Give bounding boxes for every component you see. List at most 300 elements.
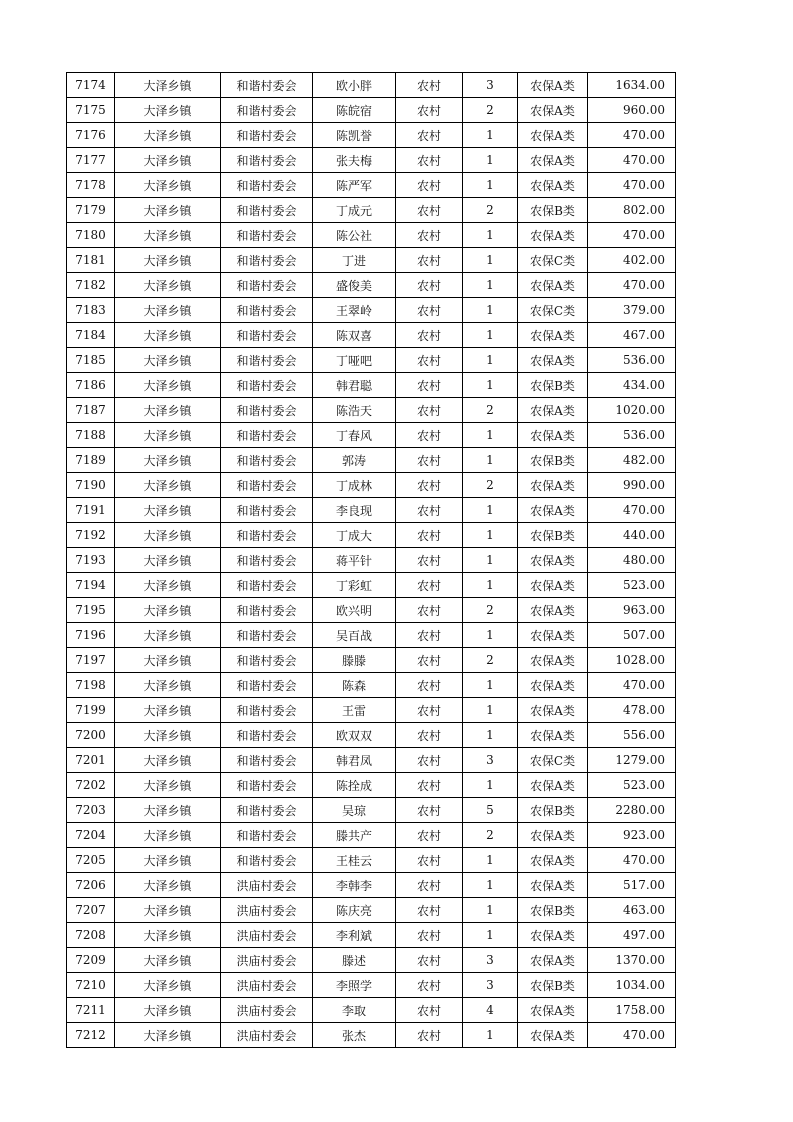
cell-village: 洪庙村委会 bbox=[221, 948, 313, 973]
cell-township: 大泽乡镇 bbox=[115, 598, 221, 623]
cell-name: 李良现 bbox=[313, 498, 396, 523]
cell-amount: 470.00 bbox=[588, 848, 676, 873]
cell-category: 农村 bbox=[396, 723, 463, 748]
cell-count: 1 bbox=[463, 898, 518, 923]
table-row bbox=[67, 273, 676, 298]
cell-name: 王雷 bbox=[313, 698, 396, 723]
cell-insurance-type: 农保A类 bbox=[518, 923, 588, 948]
cell-village: 和谐村委会 bbox=[221, 748, 313, 773]
cell-name: 丁进 bbox=[313, 248, 396, 273]
cell-count: 1 bbox=[463, 573, 518, 598]
cell-category: 农村 bbox=[396, 73, 463, 98]
cell-index: 7176 bbox=[67, 123, 115, 148]
cell-amount: 923.00 bbox=[588, 823, 676, 848]
cell-amount: 497.00 bbox=[588, 923, 676, 948]
cell-name: 丁彩虹 bbox=[313, 573, 396, 598]
cell-amount: 379.00 bbox=[588, 298, 676, 323]
cell-township: 大泽乡镇 bbox=[115, 248, 221, 273]
cell-insurance-type: 农保B类 bbox=[518, 373, 588, 398]
cell-insurance-type: 农保A类 bbox=[518, 498, 588, 523]
cell-index: 7205 bbox=[67, 848, 115, 873]
table-row bbox=[67, 723, 676, 748]
cell-index: 7191 bbox=[67, 498, 115, 523]
cell-count: 1 bbox=[463, 273, 518, 298]
cell-name: 王翠岭 bbox=[313, 298, 396, 323]
cell-index: 7179 bbox=[67, 198, 115, 223]
cell-township: 大泽乡镇 bbox=[115, 73, 221, 98]
cell-name: 丁春风 bbox=[313, 423, 396, 448]
cell-township: 大泽乡镇 bbox=[115, 723, 221, 748]
cell-count: 1 bbox=[463, 348, 518, 373]
cell-village: 和谐村委会 bbox=[221, 373, 313, 398]
cell-village: 和谐村委会 bbox=[221, 523, 313, 548]
table-row bbox=[67, 898, 676, 923]
cell-insurance-type: 农保A类 bbox=[518, 873, 588, 898]
cell-count: 2 bbox=[463, 398, 518, 423]
cell-category: 农村 bbox=[396, 998, 463, 1023]
cell-village: 和谐村委会 bbox=[221, 573, 313, 598]
cell-count: 2 bbox=[463, 598, 518, 623]
cell-insurance-type: 农保C类 bbox=[518, 748, 588, 773]
cell-category: 农村 bbox=[396, 623, 463, 648]
cell-village: 洪庙村委会 bbox=[221, 873, 313, 898]
cell-village: 和谐村委会 bbox=[221, 498, 313, 523]
cell-index: 7197 bbox=[67, 648, 115, 673]
cell-count: 1 bbox=[463, 723, 518, 748]
cell-category: 农村 bbox=[396, 273, 463, 298]
cell-category: 农村 bbox=[396, 598, 463, 623]
cell-township: 大泽乡镇 bbox=[115, 773, 221, 798]
cell-township: 大泽乡镇 bbox=[115, 973, 221, 998]
cell-township: 大泽乡镇 bbox=[115, 223, 221, 248]
cell-index: 7177 bbox=[67, 148, 115, 173]
cell-village: 和谐村委会 bbox=[221, 598, 313, 623]
cell-village: 和谐村委会 bbox=[221, 298, 313, 323]
cell-count: 1 bbox=[463, 498, 518, 523]
cell-index: 7203 bbox=[67, 798, 115, 823]
cell-count: 2 bbox=[463, 648, 518, 673]
cell-township: 大泽乡镇 bbox=[115, 898, 221, 923]
cell-insurance-type: 农保A类 bbox=[518, 223, 588, 248]
table-row bbox=[67, 423, 676, 448]
cell-township: 大泽乡镇 bbox=[115, 323, 221, 348]
cell-name: 陈拴成 bbox=[313, 773, 396, 798]
cell-amount: 802.00 bbox=[588, 198, 676, 223]
cell-name: 丁成大 bbox=[313, 523, 396, 548]
cell-count: 1 bbox=[463, 223, 518, 248]
cell-category: 农村 bbox=[396, 873, 463, 898]
cell-category: 农村 bbox=[396, 973, 463, 998]
cell-category: 农村 bbox=[396, 248, 463, 273]
cell-amount: 470.00 bbox=[588, 498, 676, 523]
cell-amount: 470.00 bbox=[588, 1023, 676, 1048]
cell-amount: 523.00 bbox=[588, 773, 676, 798]
cell-category: 农村 bbox=[396, 748, 463, 773]
cell-category: 农村 bbox=[396, 448, 463, 473]
cell-insurance-type: 农保A类 bbox=[518, 648, 588, 673]
cell-category: 农村 bbox=[396, 323, 463, 348]
cell-category: 农村 bbox=[396, 1023, 463, 1048]
cell-insurance-type: 农保A类 bbox=[518, 1023, 588, 1048]
cell-category: 农村 bbox=[396, 198, 463, 223]
cell-count: 1 bbox=[463, 848, 518, 873]
cell-insurance-type: 农保A类 bbox=[518, 98, 588, 123]
table-row bbox=[67, 748, 676, 773]
cell-amount: 523.00 bbox=[588, 573, 676, 598]
cell-count: 1 bbox=[463, 448, 518, 473]
cell-village: 洪庙村委会 bbox=[221, 1023, 313, 1048]
cell-category: 农村 bbox=[396, 923, 463, 948]
cell-insurance-type: 农保A类 bbox=[518, 948, 588, 973]
cell-category: 农村 bbox=[396, 773, 463, 798]
data-table bbox=[66, 72, 676, 1048]
cell-category: 农村 bbox=[396, 798, 463, 823]
cell-category: 农村 bbox=[396, 398, 463, 423]
cell-index: 7209 bbox=[67, 948, 115, 973]
cell-amount: 960.00 bbox=[588, 98, 676, 123]
cell-amount: 463.00 bbox=[588, 898, 676, 923]
cell-village: 和谐村委会 bbox=[221, 823, 313, 848]
cell-category: 农村 bbox=[396, 473, 463, 498]
cell-township: 大泽乡镇 bbox=[115, 498, 221, 523]
cell-insurance-type: 农保B类 bbox=[518, 448, 588, 473]
cell-township: 大泽乡镇 bbox=[115, 523, 221, 548]
cell-insurance-type: 农保B类 bbox=[518, 973, 588, 998]
cell-name: 吴琼 bbox=[313, 798, 396, 823]
table-row bbox=[67, 698, 676, 723]
table-row bbox=[67, 373, 676, 398]
cell-amount: 2280.00 bbox=[588, 798, 676, 823]
cell-insurance-type: 农保A类 bbox=[518, 73, 588, 98]
cell-count: 1 bbox=[463, 623, 518, 648]
cell-insurance-type: 农保A类 bbox=[518, 773, 588, 798]
cell-village: 和谐村委会 bbox=[221, 198, 313, 223]
cell-count: 1 bbox=[463, 298, 518, 323]
cell-insurance-type: 农保B类 bbox=[518, 523, 588, 548]
cell-category: 农村 bbox=[396, 98, 463, 123]
cell-township: 大泽乡镇 bbox=[115, 548, 221, 573]
cell-amount: 1034.00 bbox=[588, 973, 676, 998]
cell-amount: 1634.00 bbox=[588, 73, 676, 98]
cell-insurance-type: 农保A类 bbox=[518, 998, 588, 1023]
cell-township: 大泽乡镇 bbox=[115, 848, 221, 873]
cell-township: 大泽乡镇 bbox=[115, 873, 221, 898]
cell-village: 和谐村委会 bbox=[221, 73, 313, 98]
cell-township: 大泽乡镇 bbox=[115, 823, 221, 848]
table-row bbox=[67, 123, 676, 148]
cell-village: 洪庙村委会 bbox=[221, 973, 313, 998]
cell-village: 和谐村委会 bbox=[221, 398, 313, 423]
cell-index: 7198 bbox=[67, 673, 115, 698]
cell-count: 1 bbox=[463, 548, 518, 573]
cell-category: 农村 bbox=[396, 523, 463, 548]
cell-count: 1 bbox=[463, 523, 518, 548]
cell-amount: 470.00 bbox=[588, 273, 676, 298]
cell-village: 和谐村委会 bbox=[221, 698, 313, 723]
cell-village: 和谐村委会 bbox=[221, 798, 313, 823]
cell-village: 和谐村委会 bbox=[221, 548, 313, 573]
cell-insurance-type: 农保A类 bbox=[518, 348, 588, 373]
cell-township: 大泽乡镇 bbox=[115, 748, 221, 773]
cell-count: 2 bbox=[463, 198, 518, 223]
cell-count: 1 bbox=[463, 323, 518, 348]
cell-category: 农村 bbox=[396, 298, 463, 323]
cell-name: 陈皖宿 bbox=[313, 98, 396, 123]
cell-village: 和谐村委会 bbox=[221, 848, 313, 873]
cell-insurance-type: 农保A类 bbox=[518, 123, 588, 148]
cell-count: 5 bbox=[463, 798, 518, 823]
cell-name: 陈浩天 bbox=[313, 398, 396, 423]
cell-amount: 1758.00 bbox=[588, 998, 676, 1023]
cell-amount: 470.00 bbox=[588, 123, 676, 148]
cell-count: 1 bbox=[463, 173, 518, 198]
cell-index: 7202 bbox=[67, 773, 115, 798]
cell-amount: 470.00 bbox=[588, 673, 676, 698]
cell-count: 1 bbox=[463, 673, 518, 698]
cell-village: 和谐村委会 bbox=[221, 423, 313, 448]
cell-index: 7185 bbox=[67, 348, 115, 373]
cell-count: 1 bbox=[463, 248, 518, 273]
cell-name: 吴百战 bbox=[313, 623, 396, 648]
cell-township: 大泽乡镇 bbox=[115, 123, 221, 148]
cell-insurance-type: 农保A类 bbox=[518, 673, 588, 698]
cell-insurance-type: 农保A类 bbox=[518, 473, 588, 498]
table-row bbox=[67, 298, 676, 323]
table-row bbox=[67, 448, 676, 473]
table-row bbox=[67, 973, 676, 998]
cell-amount: 434.00 bbox=[588, 373, 676, 398]
cell-name: 张杰 bbox=[313, 1023, 396, 1048]
cell-amount: 478.00 bbox=[588, 698, 676, 723]
cell-township: 大泽乡镇 bbox=[115, 173, 221, 198]
cell-village: 和谐村委会 bbox=[221, 648, 313, 673]
cell-insurance-type: 农保A类 bbox=[518, 573, 588, 598]
table-row bbox=[67, 923, 676, 948]
cell-index: 7187 bbox=[67, 398, 115, 423]
cell-amount: 990.00 bbox=[588, 473, 676, 498]
cell-insurance-type: 农保A类 bbox=[518, 398, 588, 423]
cell-village: 和谐村委会 bbox=[221, 123, 313, 148]
cell-insurance-type: 农保C类 bbox=[518, 248, 588, 273]
cell-village: 和谐村委会 bbox=[221, 273, 313, 298]
table-row bbox=[67, 623, 676, 648]
cell-index: 7192 bbox=[67, 523, 115, 548]
cell-township: 大泽乡镇 bbox=[115, 148, 221, 173]
cell-insurance-type: 农保A类 bbox=[518, 548, 588, 573]
cell-township: 大泽乡镇 bbox=[115, 473, 221, 498]
cell-township: 大泽乡镇 bbox=[115, 798, 221, 823]
cell-index: 7204 bbox=[67, 823, 115, 848]
cell-village: 洪庙村委会 bbox=[221, 898, 313, 923]
cell-index: 7189 bbox=[67, 448, 115, 473]
cell-index: 7208 bbox=[67, 923, 115, 948]
table-row bbox=[67, 498, 676, 523]
cell-name: 陈严军 bbox=[313, 173, 396, 198]
cell-village: 和谐村委会 bbox=[221, 773, 313, 798]
cell-name: 滕滕 bbox=[313, 648, 396, 673]
cell-amount: 402.00 bbox=[588, 248, 676, 273]
cell-amount: 556.00 bbox=[588, 723, 676, 748]
table-row bbox=[67, 548, 676, 573]
cell-insurance-type: 农保A类 bbox=[518, 623, 588, 648]
table-row bbox=[67, 148, 676, 173]
cell-name: 丁成林 bbox=[313, 473, 396, 498]
cell-township: 大泽乡镇 bbox=[115, 348, 221, 373]
cell-index: 7180 bbox=[67, 223, 115, 248]
cell-count: 3 bbox=[463, 948, 518, 973]
cell-village: 和谐村委会 bbox=[221, 98, 313, 123]
cell-index: 7194 bbox=[67, 573, 115, 598]
cell-index: 7212 bbox=[67, 1023, 115, 1048]
cell-village: 和谐村委会 bbox=[221, 623, 313, 648]
cell-insurance-type: 农保A类 bbox=[518, 323, 588, 348]
cell-insurance-type: 农保A类 bbox=[518, 148, 588, 173]
table-row bbox=[67, 848, 676, 873]
cell-village: 洪庙村委会 bbox=[221, 998, 313, 1023]
cell-township: 大泽乡镇 bbox=[115, 98, 221, 123]
cell-index: 7201 bbox=[67, 748, 115, 773]
cell-township: 大泽乡镇 bbox=[115, 923, 221, 948]
table-row bbox=[67, 673, 676, 698]
cell-insurance-type: 农保C类 bbox=[518, 298, 588, 323]
cell-township: 大泽乡镇 bbox=[115, 1023, 221, 1048]
cell-township: 大泽乡镇 bbox=[115, 948, 221, 973]
cell-name: 张夫梅 bbox=[313, 148, 396, 173]
cell-index: 7199 bbox=[67, 698, 115, 723]
cell-amount: 1020.00 bbox=[588, 398, 676, 423]
cell-index: 7206 bbox=[67, 873, 115, 898]
table-row bbox=[67, 348, 676, 373]
cell-township: 大泽乡镇 bbox=[115, 698, 221, 723]
cell-category: 农村 bbox=[396, 123, 463, 148]
cell-count: 1 bbox=[463, 773, 518, 798]
cell-category: 农村 bbox=[396, 698, 463, 723]
cell-township: 大泽乡镇 bbox=[115, 998, 221, 1023]
cell-category: 农村 bbox=[396, 173, 463, 198]
cell-amount: 470.00 bbox=[588, 173, 676, 198]
cell-count: 3 bbox=[463, 748, 518, 773]
cell-name: 盛俊美 bbox=[313, 273, 396, 298]
cell-index: 7193 bbox=[67, 548, 115, 573]
cell-count: 1 bbox=[463, 423, 518, 448]
cell-index: 7190 bbox=[67, 473, 115, 498]
cell-village: 洪庙村委会 bbox=[221, 923, 313, 948]
cell-insurance-type: 农保B类 bbox=[518, 798, 588, 823]
cell-count: 1 bbox=[463, 698, 518, 723]
cell-category: 农村 bbox=[396, 223, 463, 248]
cell-amount: 440.00 bbox=[588, 523, 676, 548]
cell-village: 和谐村委会 bbox=[221, 173, 313, 198]
table-row bbox=[67, 398, 676, 423]
cell-township: 大泽乡镇 bbox=[115, 273, 221, 298]
cell-index: 7181 bbox=[67, 248, 115, 273]
cell-category: 农村 bbox=[396, 848, 463, 873]
cell-category: 农村 bbox=[396, 148, 463, 173]
cell-category: 农村 bbox=[396, 423, 463, 448]
cell-amount: 536.00 bbox=[588, 348, 676, 373]
cell-amount: 536.00 bbox=[588, 423, 676, 448]
cell-insurance-type: 农保A类 bbox=[518, 423, 588, 448]
cell-category: 农村 bbox=[396, 673, 463, 698]
cell-township: 大泽乡镇 bbox=[115, 623, 221, 648]
cell-insurance-type: 农保A类 bbox=[518, 698, 588, 723]
cell-count: 4 bbox=[463, 998, 518, 1023]
table-row bbox=[67, 98, 676, 123]
cell-name: 欧兴明 bbox=[313, 598, 396, 623]
cell-index: 7186 bbox=[67, 373, 115, 398]
cell-insurance-type: 农保B类 bbox=[518, 898, 588, 923]
table-row bbox=[67, 823, 676, 848]
cell-name: 欧小胖 bbox=[313, 73, 396, 98]
cell-index: 7211 bbox=[67, 998, 115, 1023]
cell-name: 丁哑吧 bbox=[313, 348, 396, 373]
cell-insurance-type: 农保A类 bbox=[518, 723, 588, 748]
cell-amount: 1370.00 bbox=[588, 948, 676, 973]
table-row bbox=[67, 998, 676, 1023]
table-row bbox=[67, 73, 676, 98]
cell-index: 7196 bbox=[67, 623, 115, 648]
cell-index: 7188 bbox=[67, 423, 115, 448]
cell-name: 陈凯誉 bbox=[313, 123, 396, 148]
table-row bbox=[67, 223, 676, 248]
cell-village: 和谐村委会 bbox=[221, 473, 313, 498]
cell-category: 农村 bbox=[396, 548, 463, 573]
cell-amount: 482.00 bbox=[588, 448, 676, 473]
cell-amount: 507.00 bbox=[588, 623, 676, 648]
cell-index: 7207 bbox=[67, 898, 115, 923]
cell-index: 7178 bbox=[67, 173, 115, 198]
cell-name: 蒋平针 bbox=[313, 548, 396, 573]
table-row bbox=[67, 248, 676, 273]
table-row bbox=[67, 198, 676, 223]
cell-name: 滕共产 bbox=[313, 823, 396, 848]
cell-name: 韩君凤 bbox=[313, 748, 396, 773]
table-row bbox=[67, 798, 676, 823]
cell-village: 和谐村委会 bbox=[221, 723, 313, 748]
cell-village: 和谐村委会 bbox=[221, 248, 313, 273]
cell-township: 大泽乡镇 bbox=[115, 573, 221, 598]
cell-village: 和谐村委会 bbox=[221, 148, 313, 173]
cell-name: 李取 bbox=[313, 998, 396, 1023]
cell-index: 7175 bbox=[67, 98, 115, 123]
cell-name: 滕述 bbox=[313, 948, 396, 973]
cell-count: 1 bbox=[463, 148, 518, 173]
cell-name: 韩君聪 bbox=[313, 373, 396, 398]
cell-township: 大泽乡镇 bbox=[115, 423, 221, 448]
cell-amount: 963.00 bbox=[588, 598, 676, 623]
cell-count: 2 bbox=[463, 473, 518, 498]
cell-township: 大泽乡镇 bbox=[115, 648, 221, 673]
cell-name: 陈森 bbox=[313, 673, 396, 698]
cell-insurance-type: 农保A类 bbox=[518, 848, 588, 873]
cell-index: 7195 bbox=[67, 598, 115, 623]
cell-township: 大泽乡镇 bbox=[115, 298, 221, 323]
cell-village: 和谐村委会 bbox=[221, 323, 313, 348]
cell-name: 王桂云 bbox=[313, 848, 396, 873]
table-row bbox=[67, 523, 676, 548]
cell-index: 7183 bbox=[67, 298, 115, 323]
cell-count: 3 bbox=[463, 973, 518, 998]
cell-township: 大泽乡镇 bbox=[115, 373, 221, 398]
cell-count: 1 bbox=[463, 873, 518, 898]
table-row bbox=[67, 873, 676, 898]
cell-insurance-type: 农保B类 bbox=[518, 198, 588, 223]
cell-amount: 1028.00 bbox=[588, 648, 676, 673]
cell-township: 大泽乡镇 bbox=[115, 673, 221, 698]
table-row bbox=[67, 473, 676, 498]
cell-count: 2 bbox=[463, 823, 518, 848]
cell-name: 郭涛 bbox=[313, 448, 396, 473]
